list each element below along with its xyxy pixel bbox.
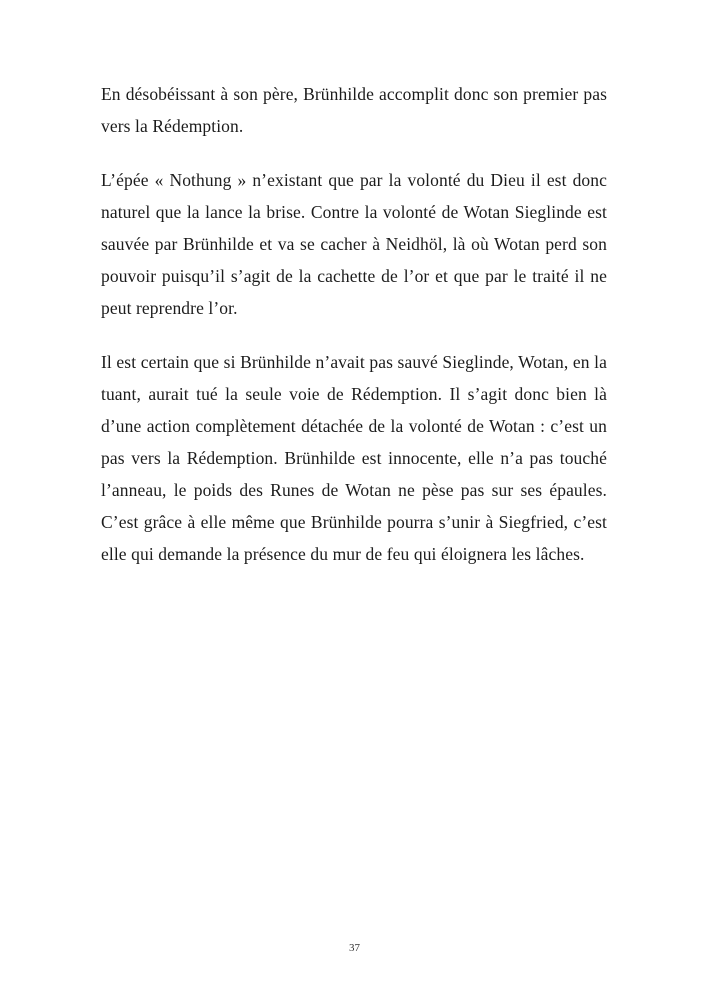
paragraph: L’épée « Nothung » n’existant que par la volonté du Dieu il est donc naturel que la lance la brise. Contre la volonté de Wotan Sieglinde est sauvée par Brünhilde et va se cacher à Neidhöl, là où Wotan perd son pouvoir puisqu’il s’agit de la cachette de l’or et que par le traité il ne peut reprendre l’or. — [101, 170, 607, 318]
paragraph: En désobéissant à son père, Brünhilde accomplit donc son premier pas vers la Rédemption. — [101, 84, 607, 136]
page-number: 37 — [349, 942, 360, 954]
paragraph: Il est certain que si Brünhilde n’avait pas sauvé Sieglinde, Wotan, en la tuant, aurait tué la seule voie de Rédemption. Il s’agit donc bien là d’une action complètement détachée de la volonté de Wotan : c’est un pas vers la Rédemption. Brünhilde est innocente, elle n’a pas touché l’anneau, le poids des Runes de Wotan ne pèse pas sur ses épaules. C’est grâce à elle même que Brünhilde pourra s’unir à Siegfried, c’est elle qui demande la présence du mur de feu qui éloignera les lâches. — [101, 352, 607, 564]
body-text — [101, 78, 607, 570]
